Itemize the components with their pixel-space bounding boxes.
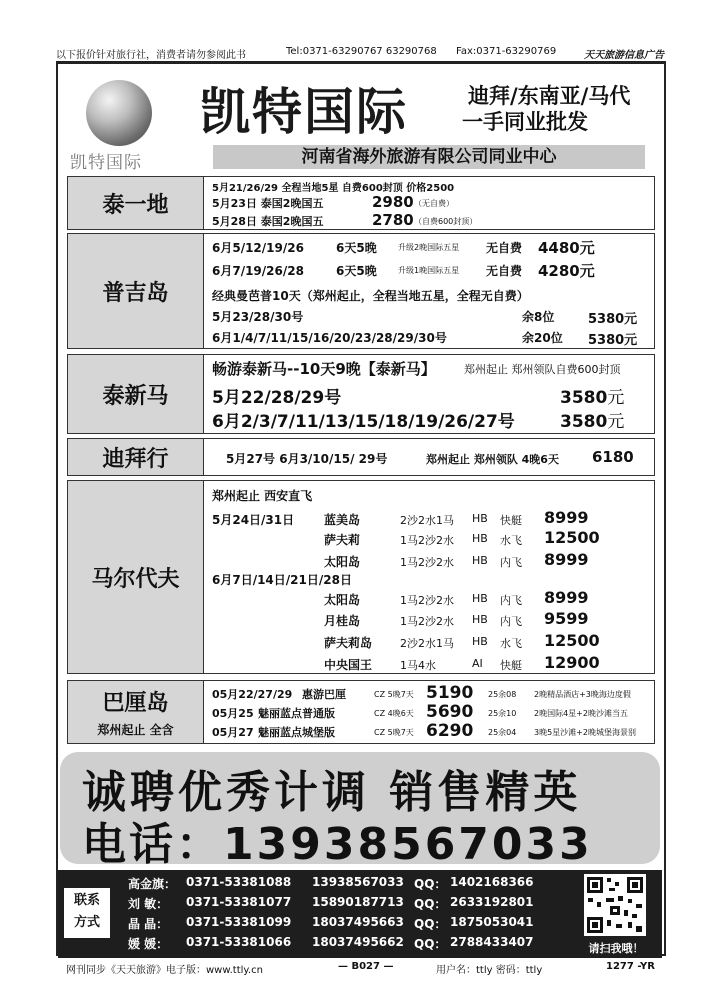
- thai-note-3: （自费600封顶）: [414, 217, 478, 226]
- mv-meal: HB: [472, 512, 488, 525]
- mv-transfer: 快艇: [500, 659, 522, 672]
- mv-price: 12900: [544, 653, 600, 672]
- thsm-price-2: [560, 407, 624, 432]
- contact-qq-label: QQ：: [414, 877, 447, 891]
- contact-qq-label: QQ：: [414, 917, 447, 931]
- section-maldives: [67, 480, 655, 674]
- mv-villa: 1马4水: [400, 659, 436, 672]
- mv-price: 9599: [544, 609, 589, 628]
- footer-page: — B027 —: [338, 961, 394, 972]
- bali-flight-1: CZ 5晚7天: [374, 690, 414, 699]
- thsm-dates-2: 6月2/3/7/11/13/15/18/19/26/27号: [212, 412, 515, 432]
- section-bali: [67, 680, 655, 744]
- logo-text: 凯特国际: [70, 153, 142, 173]
- top-fax: Fax:0371-63290769: [456, 46, 557, 57]
- thsm-headline-note: 郑州起止 郑州领队自费600封顶: [464, 363, 621, 376]
- mv-villa: 2沙2水1马: [400, 637, 454, 650]
- maldives-group2-dates: 6月7日/14日/21日/28日: [212, 573, 352, 587]
- phuket-price-4: 5380元: [588, 333, 638, 348]
- bali-seats-3: 25余04: [488, 728, 517, 737]
- contact-mobile: 18037495662: [312, 935, 404, 949]
- contact-label-line2: 方式: [73, 915, 100, 930]
- bali-date-2: 05月25: [212, 707, 254, 720]
- mv-island: 蓝美岛: [324, 513, 361, 527]
- contact-block: [58, 870, 662, 958]
- bali-seats-1: 25余08: [488, 690, 517, 699]
- top-notice: 以下报价针对旅行社，消费者请勿参阅此书: [56, 50, 246, 61]
- bali-subtitle: 郑州起止 全含: [97, 723, 174, 737]
- mv-villa: 2沙2水1马: [400, 514, 454, 527]
- slogan-line1: 迪拜/东南亚/马代: [468, 83, 631, 108]
- phuket-classic: 经典曼芭普10天（郑州起止，全程当地五星，全程无自费）: [212, 289, 529, 303]
- mv-meal: HB: [472, 554, 488, 567]
- bali-flight-3: CZ 5晚7天: [374, 728, 414, 737]
- thai-note-2: （无自费）: [414, 199, 454, 208]
- contact-qq: 2633192801: [450, 895, 534, 909]
- section-title: 马尔代夫: [68, 481, 204, 673]
- company-name: 河南省海外旅游有限公司同业中心: [213, 145, 645, 169]
- phuket-seats-4: 余20位: [522, 331, 563, 345]
- brand-title: 凯特国际: [200, 82, 408, 141]
- contact-qq-label: QQ：: [414, 897, 447, 911]
- mv-meal: HB: [472, 532, 488, 545]
- footer-site: 网刊同步《天天旅游》电子版：www.ttly.cn: [66, 965, 263, 976]
- bali-date-3: 05月27: [212, 726, 254, 739]
- bali-hotel-3: 3晚5星沙滩+2晚城堡海景别: [534, 728, 636, 737]
- mv-price: 8999: [544, 508, 589, 527]
- contact-mobile: 13938567033: [312, 875, 404, 889]
- section-thailand: [67, 176, 655, 230]
- mv-price: 8999: [544, 550, 589, 569]
- globe-logo-icon: [86, 80, 152, 146]
- top-bar: [56, 44, 670, 62]
- thsm-price-1: [560, 383, 624, 408]
- top-tel: Tel:0371-63290767 63290768: [286, 46, 437, 57]
- contact-qq: 1875053041: [450, 915, 534, 929]
- section-thsm: [67, 354, 655, 434]
- bali-seats-2: 25余10: [488, 709, 517, 718]
- contact-qq-label: QQ：: [414, 937, 447, 951]
- thai-price-3: 2780: [372, 211, 414, 229]
- phuket-price-2: 4280元: [538, 262, 595, 280]
- bali-name-2: 魅丽蓝点普通版: [258, 707, 335, 720]
- mv-island: 太阳岛: [324, 555, 361, 569]
- phuket-dates-2: 6月7/19/26/28: [212, 264, 304, 278]
- contact-qq: 2788433407: [450, 935, 534, 949]
- phuket-price-3: 5380元: [588, 312, 638, 327]
- bali-title: 巴厘岛: [102, 691, 169, 716]
- thsm-headline: 畅游泰新马--10天9晚【泰新马】: [212, 360, 436, 378]
- bali-price-1: 5190: [426, 683, 474, 703]
- section-title: 泰一地: [68, 177, 204, 229]
- phuket-dates-4: 6月1/4/7/11/15/16/20/23/28/29/30号: [212, 331, 447, 345]
- thsm-dates-1: 5月22/28/29号: [212, 388, 342, 408]
- mv-meal: HB: [472, 635, 488, 648]
- qr-code-icon[interactable]: [584, 874, 646, 936]
- mv-meal: HB: [472, 613, 488, 626]
- phuket-dates-1: 6月5/12/19/26: [212, 241, 304, 255]
- bali-flight-2: CZ 4晚6天: [374, 709, 414, 718]
- bali-date-1: 05月22/27/29: [212, 688, 293, 701]
- phuket-seats-3: 余8位: [522, 310, 555, 324]
- mv-price: 12500: [544, 528, 600, 547]
- section-dubai: [67, 438, 655, 476]
- section-title: 迪拜行: [68, 439, 204, 475]
- phuket-days-2: 6天5晚: [336, 264, 377, 278]
- contact-label-line1: 联系: [73, 893, 100, 908]
- recruit-line1: 诚聘优秀计调 销售精英: [82, 767, 582, 818]
- phuket-tag-2: 无自费: [486, 264, 523, 278]
- contact-qq: 1402168366: [450, 875, 534, 889]
- mv-island: 萨夫莉岛: [324, 636, 373, 650]
- qr-caption: 请扫我哦！: [588, 942, 644, 955]
- phuket-price-1: 4480元: [538, 239, 595, 257]
- contact-name: 刘 敏：: [128, 897, 169, 911]
- mv-price: 8999: [544, 588, 589, 607]
- mv-price: 12500: [544, 631, 600, 650]
- thsm-price-1-unit: 元: [607, 388, 625, 408]
- mv-island: 太阳岛: [324, 593, 361, 607]
- maldives-group1-dates: 5月24日/31日: [212, 513, 295, 527]
- phuket-hotel-1: 升级2晚国际五星: [398, 243, 460, 252]
- phuket-days-1: 6天5晚: [336, 241, 377, 255]
- phuket-dates-3: 5月23/28/30号: [212, 310, 304, 324]
- phuket-tag-1: 无自费: [486, 241, 523, 255]
- slogan-line2: 一手同业批发: [462, 109, 588, 134]
- thsm-price-2-value: 3580: [560, 412, 608, 432]
- thai-row-2: 5月23日 泰国2晚国五: [212, 197, 324, 210]
- contact-tel: 0371-53381099: [186, 915, 292, 929]
- mv-villa: 1马2沙2水: [400, 534, 454, 547]
- dubai-price: 6180: [592, 448, 634, 466]
- recruit-phone: 电话：13938567033: [82, 819, 593, 870]
- mv-meal: AI: [472, 657, 483, 670]
- dubai-note: 郑州起止 郑州领队 4晚6天: [426, 453, 559, 466]
- contact-label: [64, 888, 110, 938]
- thai-row-1: 5月21/26/29 全程当地5星 自费600封顶 价格2500: [212, 183, 455, 194]
- ad-tag: 天天旅游信息广告: [584, 50, 664, 61]
- mv-transfer: 内飞: [500, 594, 522, 607]
- bali-name-3: 魅丽蓝点城堡版: [258, 726, 335, 739]
- section-title: 普吉岛: [68, 234, 204, 348]
- contact-name: 晶 晶：: [128, 917, 169, 931]
- footer-user: 用户名：ttly 密码：ttly: [436, 965, 543, 976]
- phuket-hotel-2: 升级1晚国际五星: [398, 266, 460, 275]
- contact-mobile: 18037495663: [312, 915, 404, 929]
- mv-transfer: 快艇: [500, 514, 522, 527]
- section-phuket: [67, 233, 655, 349]
- mv-meal: HB: [472, 592, 488, 605]
- bali-name-1: 惠游巴厘: [302, 688, 346, 701]
- thai-price-2: 2980: [372, 193, 414, 211]
- bali-hotel-2: 2晚国际4星+2晚沙滩当五: [534, 709, 628, 718]
- section-title: [68, 681, 204, 743]
- contact-tel: 0371-53381088: [186, 875, 292, 889]
- contact-tel: 0371-53381077: [186, 895, 292, 909]
- mv-island: 中央国王: [324, 658, 373, 672]
- mv-villa: 1马2沙2水: [400, 615, 454, 628]
- contact-mobile: 15890187713: [312, 895, 404, 909]
- mv-villa: 1马2沙2水: [400, 556, 454, 569]
- mv-island: 萨夫莉: [324, 533, 361, 547]
- thsm-price-1-value: 3580: [560, 388, 608, 408]
- maldives-header: 郑州起止 西安直飞: [212, 489, 313, 503]
- contact-name: 高金旗：: [128, 877, 177, 891]
- mv-transfer: 水飞: [500, 637, 522, 650]
- mv-villa: 1马2沙2水: [400, 594, 454, 607]
- thsm-price-2-unit: 元: [607, 412, 625, 432]
- footer-issue: 1277 -YR: [606, 961, 655, 972]
- mv-transfer: 水飞: [500, 534, 522, 547]
- contact-name: 媛 媛：: [128, 937, 169, 951]
- section-title: 泰新马: [68, 355, 204, 433]
- mv-transfer: 内飞: [500, 556, 522, 569]
- mv-transfer: 内飞: [500, 615, 522, 628]
- mv-island: 月桂岛: [324, 614, 361, 628]
- bali-price-3: 6290: [426, 721, 474, 741]
- dubai-dates: 5月27号 6月3/10/15/ 29号: [226, 452, 388, 466]
- thai-row-3: 5月28日 泰国2晚国五: [212, 215, 324, 228]
- contact-tel: 0371-53381066: [186, 935, 292, 949]
- bali-price-2: 5690: [426, 702, 474, 722]
- bali-hotel-1: 2晚精品酒店+3晚海边度假: [534, 690, 631, 699]
